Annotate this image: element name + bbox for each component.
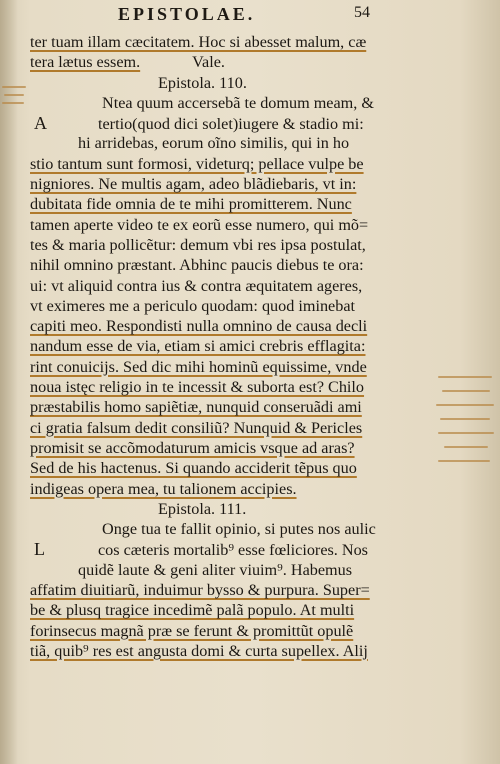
- vale-closing: Vale.: [192, 53, 225, 72]
- line-text: Sed de his hactenus. Si quando acciderit tẽpus quo: [30, 459, 357, 478]
- text-line: [30, 539, 430, 559]
- line-text: nihil omnino præstant. Abhinc paucis diebus te ora:: [30, 256, 364, 275]
- line-text: tes & maria pollicẽtur: demum vbi res ipsa postulat,: [30, 235, 366, 254]
- initial-letter: A: [34, 113, 47, 134]
- line-text: nandum esse de via, etiam si amici crebris efflagita:: [30, 337, 366, 356]
- line-text: hi arridebas, eorum oĩno similis, qui in ho: [78, 134, 350, 153]
- line-text: cos cæteris mortalib⁹ esse fœliciores. Nos: [98, 541, 368, 560]
- marginal-scribble-left: [0, 80, 30, 108]
- text-line: [30, 296, 430, 316]
- line-text: Epistola. 110.: [158, 73, 247, 92]
- text-line: [30, 357, 430, 377]
- line-text: rint conuicijs. Sed dic mihi hominũ equissime, vnde: [30, 357, 367, 376]
- line-text: forinsecus magnã præ se ferunt & promittũt opulẽ: [30, 621, 354, 640]
- line-text: promisit se accõmodaturum amicis vsque ad aras?: [30, 438, 355, 457]
- text-line: [30, 458, 430, 478]
- text-line: [30, 377, 430, 397]
- line-text: vt eximeres me a periculo quodam: quod iminebat: [30, 296, 356, 315]
- text-line: [30, 397, 430, 417]
- running-title: EPISTOLAE.: [118, 4, 256, 24]
- line-text: indigeas opera mea, tu talionem accipies.: [30, 479, 297, 498]
- running-header: [118, 4, 448, 26]
- line-text: quidẽ laute & geni aliter viuim⁹. Habemus: [78, 560, 353, 579]
- text-line: [30, 418, 430, 438]
- line-text: Onge tua te fallit opinio, si putes nos aulic: [102, 520, 376, 539]
- text-line: [30, 336, 430, 356]
- text-line: [30, 32, 430, 52]
- line-text: dubitata fide omnia de te mihi promitterem. Nunc: [30, 195, 352, 214]
- initial-letter: L: [34, 539, 45, 560]
- text-line: [30, 276, 430, 296]
- line-text: tertio(quod dici solet)iugere & stadio mi:: [98, 115, 364, 134]
- line-text: capiti meo. Respondisti nulla omnino de causa decli: [30, 317, 368, 336]
- line-text: Ntea quum accersebã te domum meam, &: [102, 93, 374, 112]
- text-line: [30, 316, 430, 336]
- text-line: [30, 174, 430, 194]
- text-line: [30, 560, 430, 580]
- text-line: [30, 641, 430, 661]
- line-text: ci gratia falsum dedit consiliũ? Nunquid & Pericles: [30, 418, 363, 437]
- text-line: [30, 438, 430, 458]
- line-text: be & plusq tragice incedimẽ palã populo. At multi: [30, 601, 355, 620]
- text-line: [30, 52, 430, 72]
- line-text: tera lætus essem.: [30, 53, 141, 72]
- text-line: [30, 133, 430, 153]
- page-gutter: [0, 0, 18, 764]
- line-text: ui: vt aliquid contra ius & contra æquitatem ageres,: [30, 276, 363, 295]
- marginal-annotation-right: [432, 370, 500, 490]
- epistle-heading: [30, 499, 430, 519]
- folio-number: 54: [354, 4, 370, 21]
- text-line: [30, 194, 430, 214]
- line-text: tiã, quib⁹ res est angusta domi & curta supellex. Alij: [30, 641, 368, 660]
- text-line: [30, 235, 430, 255]
- text-line: [30, 600, 430, 620]
- text-line: [30, 519, 430, 539]
- text-line: [30, 479, 430, 499]
- line-text: affatim diuitiarũ, induimur bysso & purpura. Super=: [30, 581, 370, 600]
- line-text: noua istęc religio in te incessit & suborta est? Chilo: [30, 378, 365, 397]
- line-text: Epistola. 111.: [158, 499, 247, 518]
- body-text: [30, 32, 430, 661]
- text-line: [30, 154, 430, 174]
- text-line: [30, 580, 430, 600]
- text-line: [30, 113, 430, 133]
- line-text: stio tantum sunt formosi, videturq; pellace vulpe be: [30, 154, 364, 173]
- text-line: [30, 621, 430, 641]
- line-text: nigniores. Ne multis agam, adeo blãdiebaris, vt in:: [30, 175, 357, 194]
- line-text: tamen aperte video te ex eorũ esse numero, qui mõ=: [30, 215, 369, 234]
- text-line: [30, 215, 430, 235]
- text-line: [30, 93, 430, 113]
- line-text: ter tuam illam cæcitatem. Hoc si abesset malum, cæ: [30, 33, 367, 51]
- epistle-heading: [30, 73, 430, 93]
- line-text: præstabilis homo sapiẽtiæ, nunquid conseruãdi ami: [30, 398, 362, 417]
- text-line: [30, 255, 430, 275]
